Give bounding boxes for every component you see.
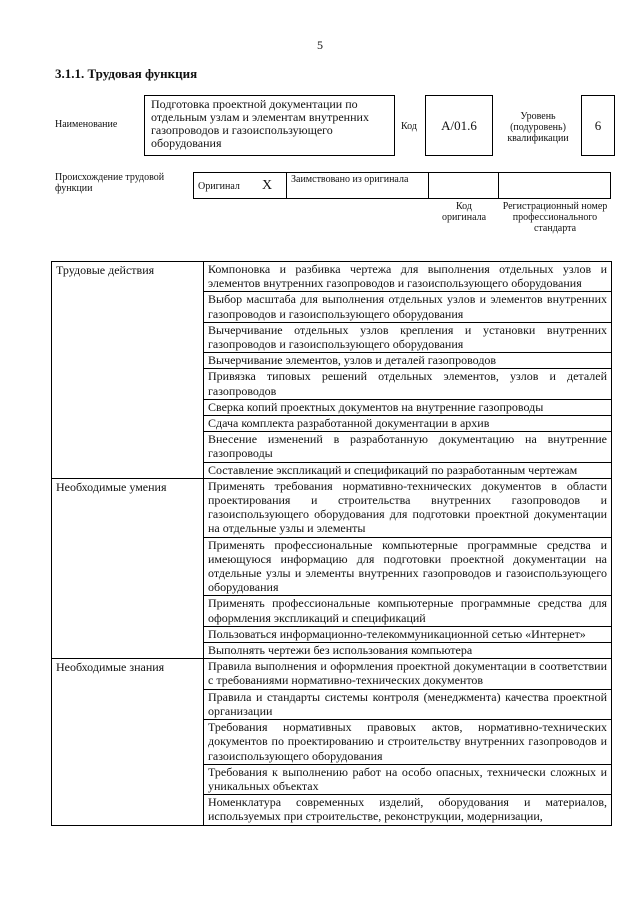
list-item: Вычерчивание элементов, узлов и деталей газопроводов [204,353,611,369]
reg-number-box [498,172,611,199]
row-items [204,659,612,825]
table-row [52,262,612,479]
level-value: 6 [581,95,615,156]
origin-label: Происхождение трудовой функции [55,172,165,194]
list-item: Компоновка и разбивка чертежа для выполнения отдельных узлов и элементов внутренних газопроводов и газоиспользующего оборудования [204,262,611,292]
row-items [204,478,612,658]
table-row [52,478,612,658]
row-category: Необходимые знания [52,659,204,825]
reg-number-label: Регистрационный номер профессионального стандарта [502,201,608,234]
function-table [51,261,612,826]
list-item: Пользоваться информационно-телекоммуникационной сетью «Интернет» [204,627,611,643]
original-mark: X [262,178,273,193]
list-item: Внесение изменений в разработанную документацию на внутренние газопроводы [204,432,611,462]
list-item: Составление экспликаций и спецификаций по разработанным чертежам [208,462,578,477]
code-original-box [428,172,499,199]
borrowed-label: Заимствовано из оригинала [291,174,409,185]
list-item: Применять профессиональные компьютерные программные средства и имеющуюся информацию для подготовки проектной документации на отдельные узлы и элементы внутренних газопроводов и газоиспользующего оборудования [204,538,611,597]
list-item: Применять профессиональные компьютерные программные средства для оформления экспликаций и спецификаций [204,596,611,626]
list-item: Номенклатура современных изделий, оборудования и материалов, используемых при строительстве, реконструкции, модернизации, [208,795,607,824]
name-label: Наименование [55,119,118,130]
list-item: Применять требования нормативно-технических документов в области проектирования и строительства внутренних газопроводов и газоиспользующего оборудования для подготовки проектной документации на отдельные узлы и элементы [204,479,611,538]
row-items [204,262,612,479]
list-item: Требования к выполнению работ на особо опасных, технически сложных и уникальных объектах [204,765,611,795]
list-item: Вычерчивание отдельных узлов крепления и установки внутренних газопроводов и газоиспользующего оборудования [204,323,611,353]
page-number: 5 [317,38,323,52]
level-label: Уровень (подуровень) квалификации [507,111,569,144]
table-row [52,659,612,825]
list-item: Сверка копий проектных документов на внутренние газопроводы [204,400,611,416]
code-label: Код [401,121,417,132]
list-item: Требования нормативных правовых актов, нормативно-технических документов по проектированию и строительству внутренних газопроводов и газоиспользующего оборудования [204,720,611,765]
list-item: Выбор масштаба для выполнения отдельных узлов и элементов внутренних газопроводов и газоиспользующего оборудования [204,292,611,322]
original-label: Оригинал [198,181,240,192]
row-category: Необходимые умения [52,478,204,658]
list-item: Выполнять чертежи без использования компьютера [208,643,473,658]
list-item: Правила и стандарты системы контроля (менеджмента) качества проектной организации [204,690,611,720]
name-value: Подготовка проектной документации по отдельным узлам и элементам внутренних газопроводов и газоиспользующего оборудования [144,95,395,156]
code-original-label: Код оригинала [441,201,487,223]
section-title: 3.1.1. Трудовая функция [55,66,198,81]
code-value: A/01.6 [425,95,493,156]
list-item: Сдача комплекта разработанной документации в архив [204,416,611,432]
list-item: Привязка типовых решений отдельных элементов, узлов и деталей газопроводов [204,369,611,399]
row-category: Трудовые действия [52,262,204,479]
list-item: Правила выполнения и оформления проектной документации в соответствии с требованиями нормативно-технических документов [204,659,611,689]
